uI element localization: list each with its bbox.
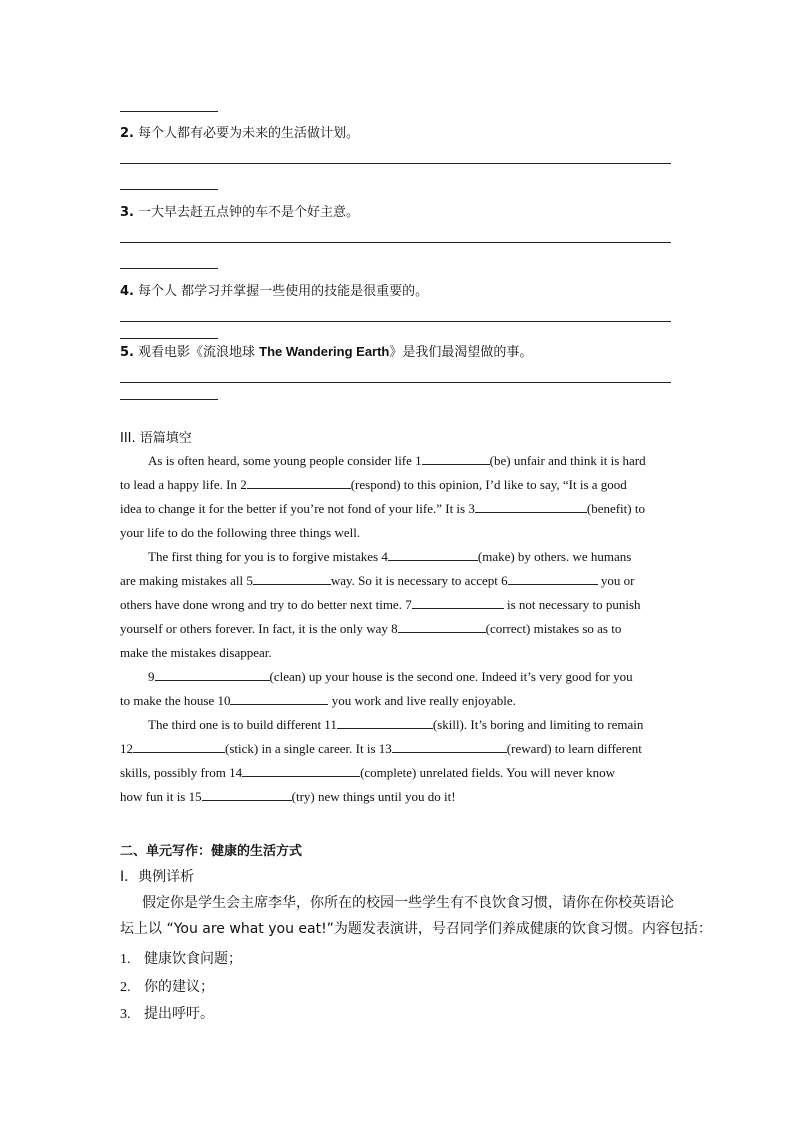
passage-line: The first thing for you is to forgive mistakes 4 (make) by others. we humans: [148, 549, 632, 564]
item-number: 5.: [120, 345, 134, 360]
passage-line: 12 (stick) in a single career. It is 13 (reward) to learn different: [120, 741, 642, 756]
passage-line: yourself or others forever. In fact, it is the only way 8 (correct) mistakes so as to: [120, 621, 622, 636]
item-text-before: 观看电影《流浪地球: [137, 345, 260, 360]
passage-line: make the mistakes disappear.: [120, 645, 272, 660]
blank-15[interactable]: [202, 787, 292, 801]
blank-3[interactable]: [475, 499, 587, 513]
blank-1[interactable]: [422, 451, 490, 465]
passage-line: your life to do the following three things well.: [120, 525, 361, 540]
item-text: 每个人 都学习并掌握一些使用的技能是很重要的。: [137, 284, 429, 299]
passage-line: 9 (clean) up your house is the second one. Indeed it’s very good for you: [148, 669, 633, 684]
blank-10[interactable]: [230, 691, 328, 705]
content-item-3: 3. 提出呼吁。: [120, 1006, 214, 1022]
translation-item-2: [120, 122, 359, 141]
item-number: 3.: [120, 205, 134, 220]
prompt-line: 假定你是学生会主席李华，你所在的校园一些学生有不良饮食习惯，请你在你校英语论: [142, 895, 674, 911]
translation-item-5: [120, 341, 532, 360]
item-text: 每个人都有必要为未来的生活做计划。: [137, 126, 359, 141]
blank-12[interactable]: [133, 739, 225, 753]
answer-line[interactable]: [120, 321, 671, 322]
item-text: 一大早去赶五点钟的车不是个好主意。: [137, 205, 359, 220]
blank-13[interactable]: [392, 739, 507, 753]
passage-line: to lead a happy life. In 2 (respond) to this opinion, I’d like to say, “It is a good: [120, 477, 627, 492]
answer-line[interactable]: [120, 268, 218, 269]
blank-6[interactable]: [508, 571, 598, 585]
passage-line: others have done wrong and try to do better next time. 7 is not necessary to punish: [120, 597, 641, 612]
passage-line: skills, possibly from 14 (complete) unrelated fields. You will never know: [120, 765, 615, 780]
blank-2[interactable]: [247, 475, 351, 489]
writing-subheading: I．典例详析: [120, 869, 195, 885]
content-item-1: 1. 健康饮食问题；: [120, 951, 242, 967]
passage-line: idea to change it for the better if you’re not fond of your life.” It is 3 (benefit) to: [120, 501, 645, 516]
answer-line[interactable]: [120, 242, 671, 243]
content-item-2: 2. 你的建议；: [120, 979, 214, 995]
section-heading: III. 语篇填空: [120, 431, 192, 446]
blank-4[interactable]: [388, 547, 478, 561]
item-number: 4.: [120, 284, 134, 299]
answer-line[interactable]: [120, 382, 671, 383]
answer-line[interactable]: [120, 399, 218, 400]
answer-line[interactable]: [120, 338, 218, 339]
answer-line[interactable]: [120, 111, 218, 112]
translation-item-4: [120, 280, 428, 299]
passage-line: are making mistakes all 5 way. So it is necessary to accept 6 you or: [120, 573, 635, 588]
answer-line[interactable]: [120, 189, 218, 190]
blank-11[interactable]: [337, 715, 433, 729]
blank-8[interactable]: [398, 619, 486, 633]
blank-9[interactable]: [155, 667, 270, 681]
passage-line: As is often heard, some young people consider life 1 (be) unfair and think it is hard: [148, 453, 646, 468]
prompt-line: 坛上以 “You are what you eat!”为题发表演讲，号召同学们养成健康的饮食习惯。内容包括：: [120, 921, 712, 937]
movie-title: The Wandering Earth: [259, 344, 390, 359]
translation-item-3: [120, 201, 359, 220]
passage-line: how fun it is 15 (try) new things until you do it!: [120, 789, 456, 804]
item-number: 2.: [120, 126, 134, 141]
blank-5[interactable]: [253, 571, 331, 585]
passage-line: to make the house 10 you work and live really enjoyable.: [120, 693, 516, 708]
cloze-passage: [120, 449, 675, 809]
item-text-after: 》是我们最渴望做的事。: [389, 345, 533, 360]
passage-line: The third one is to build different 11 (skill). It’s boring and limiting to remain: [148, 717, 644, 732]
blank-14[interactable]: [242, 763, 360, 777]
answer-line[interactable]: [120, 163, 671, 164]
writing-prompt: [120, 890, 712, 942]
writing-title: 二、单元写作：健康的生活方式: [120, 844, 303, 859]
blank-7[interactable]: [412, 595, 504, 609]
